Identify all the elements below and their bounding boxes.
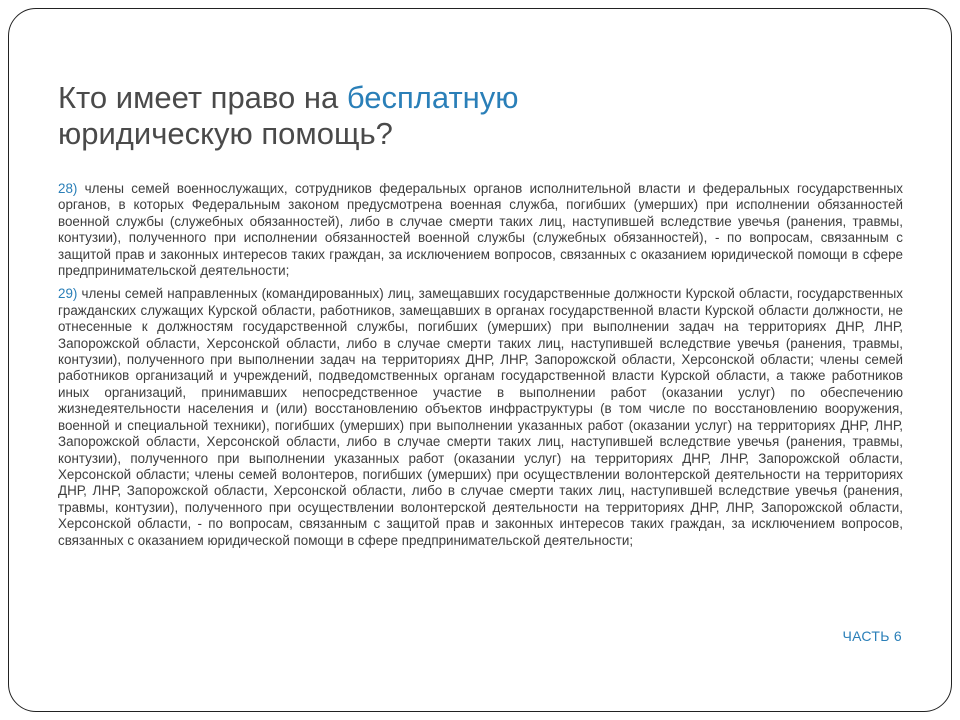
paragraph-29 [58, 286, 903, 549]
title-part2: юридическую помощь? [58, 116, 393, 151]
paragraph-28 [58, 181, 903, 279]
title-accent: бесплатную [346, 80, 519, 115]
slide-content [58, 181, 903, 556]
title-part1: Кто имеет право на [58, 80, 347, 115]
paragraph-number: 29) [58, 286, 78, 302]
paragraph-number: 28) [58, 181, 78, 196]
paragraph-text: члены семей направленных (командированных) лиц, замещавших государственные должности Курской области, государственных гражданских служащих Курской области, работников, замещавших в органах государственной власти Курской области должности, не отнесенные к должностям государственной службы, погибших (умерших) при выполнении задач на территориях ДНР, ЛНР, Запорожской области, Херсонской области, либо в случае смерти таких лиц, наступившей вследствие увечья (ранения, травмы, контузии), полученного при выполнении задач на территориях ДНР, ЛНР, Запорожской области, Херсонской области; члены семей работников организаций и учреждений, подведомственных органам государственной власти Курской области, а также работников иных организаций, принимавших непосредственное участие в выполнении работ (оказании услуг) по обеспечению жизнедеятельности населения и (или) восстановлению объектов инфраструктуры (в том числе по восстановлению вооружения, военной и специальной техники), погибших (умерших) при выполнении указанных работ (оказании услуг) на территориях ДНР, ЛНР, Запорожской области, Херсонской области, либо в случае смерти таких лиц, наступившей вследствие увечья (ранения, травмы, контузии), полученного при выполнении указанных работ (оказании услуг) на территориях ДНР, ЛНР, Запорожской области, Херсонской области; члены семей волонтеров, погибших (умерших) при осуществлении волонтерской деятельности на территориях ДНР, ЛНР, Запорожской области, Херсонской области, либо в случае смерти таких лиц, наступившей вследствие увечья (ранения, травмы, контузии), полученного при осуществлении волонтерской деятельности на территориях ДНР, ЛНР, Запорожской области, Херсонской области, - по вопросам, связанным с защитой прав и законных интересов таких граждан, за исключением вопросов, связанных с оказанием юридической помощи в сфере предпринимательской деятельности; [58, 286, 903, 548]
part-label: ЧАСТЬ 6 [842, 628, 902, 644]
slide-title [58, 80, 878, 152]
paragraph-text: члены семей военнослужащих, сотрудников федеральных органов исполнительной власти и федеральных государственных органов, в которых Федеральным законом предусмотрена военная служба, погибших (умерших) при исполнении обязанностей военной службы (служебных обязанностей), либо в случае смерти таких лиц, наступившей вследствие увечья (ранения, травмы, контузии), полученного при исполнении обязанностей военной службы (служебных обязанностей), - по вопросам, связанным с защитой прав и законных интересов таких граждан, за исключением вопросов, связанных с оказанием юридической помощи в сфере предпринимательской деятельности; [58, 181, 903, 279]
